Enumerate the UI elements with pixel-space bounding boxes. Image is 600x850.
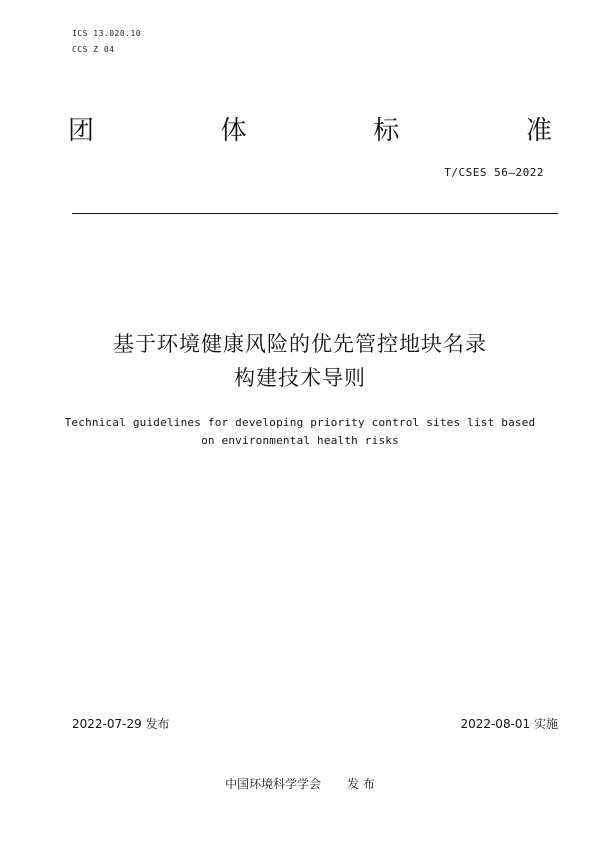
category-char: 团 bbox=[68, 116, 95, 146]
category-char: 准 bbox=[525, 116, 552, 146]
category-char: 体 bbox=[220, 116, 247, 146]
title-en-line2: on environmental health risks bbox=[201, 434, 399, 447]
ics-code: ICS 13.020.10 bbox=[72, 29, 142, 38]
publisher-action: 发 布 bbox=[347, 777, 375, 791]
document-category bbox=[68, 116, 552, 146]
title-cn-line2: 构建技术导则 bbox=[234, 366, 366, 390]
publisher bbox=[0, 776, 600, 792]
category-char: 标 bbox=[373, 116, 400, 146]
implementation-date: 2022-08-01 实施 bbox=[460, 717, 558, 731]
publisher-name: 中国环境科学学会 bbox=[225, 777, 322, 791]
ccs-code: CCS Z 04 bbox=[72, 45, 115, 54]
title-en-line1: Technical guidelines for developing priority control sites list based bbox=[64, 416, 536, 429]
header-divider bbox=[72, 213, 558, 214]
standard-number: T/CSES 56—2022 bbox=[444, 166, 544, 179]
title-cn-line1: 基于环境健康风险的优先管控地块名录 bbox=[113, 332, 487, 356]
release-date: 2022-07-29 发布 bbox=[72, 717, 170, 731]
